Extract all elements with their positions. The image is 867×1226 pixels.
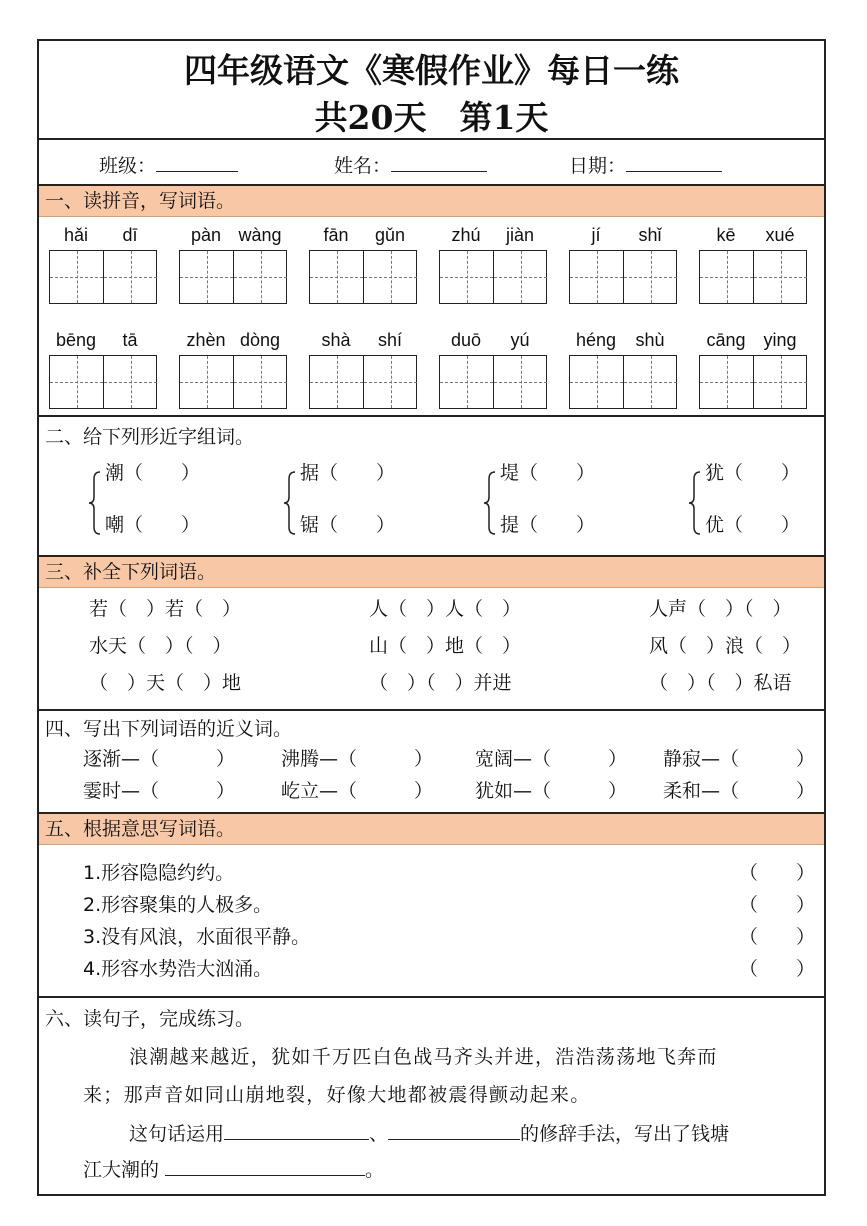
divider [39, 415, 824, 417]
tianzige-boxes [309, 355, 417, 409]
pinyin-syllable: zhèn [186, 330, 226, 350]
class-field [99, 153, 238, 178]
complete-words-group [39, 597, 824, 707]
answer-blank[interactable]: （ ） [739, 926, 816, 948]
tianzige-boxes [569, 355, 677, 409]
pinyin-syllable: shà [321, 330, 351, 350]
meaning-item: 3.没有风浪，水面很平静。 [83, 926, 311, 948]
writing-cell[interactable] [493, 356, 547, 408]
brace-icon [484, 471, 496, 535]
section5-header [39, 814, 824, 845]
writing-cell[interactable] [753, 251, 807, 303]
writing-cell[interactable] [310, 251, 363, 303]
pinyin-syllable: tā [122, 330, 138, 350]
writing-cell[interactable] [180, 356, 233, 408]
char-blank-top[interactable]: 据（ ） [300, 462, 396, 484]
char-blank-top[interactable]: 堤（ ） [500, 462, 596, 484]
answer-blank[interactable] [388, 1121, 520, 1140]
writing-cell[interactable] [180, 251, 233, 303]
char-blank-top[interactable]: 犹（ ） [705, 462, 801, 484]
pinyin-syllable: hǎi [63, 225, 89, 245]
tianzige-boxes [439, 355, 547, 409]
name-field [334, 153, 487, 178]
tianzige-boxes [699, 250, 807, 304]
writing-cell[interactable] [700, 251, 753, 303]
idiom-blank[interactable]: 水天（ ）（ ） [89, 635, 232, 657]
synonyms-group [39, 747, 824, 811]
writing-cell[interactable] [623, 251, 677, 303]
idiom-blank[interactable]: 人（ ）人（ ） [369, 598, 522, 620]
pinyin-syllable: shǐ [638, 225, 662, 245]
question-line-1 [129, 1121, 729, 1146]
section3-header [39, 557, 824, 588]
pinyin-syllable: yú [510, 330, 530, 350]
section3-title: 三、补全下列词语。 [45, 561, 217, 583]
pinyin-syllable: dòng [239, 330, 281, 350]
writing-cell[interactable] [103, 251, 157, 303]
meaning-item: 4.形容水势浩大汹涌。 [83, 958, 273, 980]
tianzige-boxes [49, 250, 157, 304]
date-label: 日期： [569, 155, 627, 177]
pinyin-syllable: gǔn [374, 225, 406, 245]
writing-cell[interactable] [700, 356, 753, 408]
question-text: 、 [369, 1123, 389, 1145]
char-blank-top[interactable]: 潮（ ） [105, 462, 201, 484]
char-blank-bottom[interactable]: 嘲（ ） [105, 514, 201, 536]
passage-line-1: 浪潮越来越近，犹如千万匹白色战马齐头并进，浩浩荡荡地飞奔而 [129, 1046, 718, 1068]
meaning-item: 1.形容隐隐约约。 [83, 862, 235, 884]
tianzige-boxes [569, 250, 677, 304]
synonym-blank[interactable]: 沸腾—（ ） [281, 748, 434, 770]
pinyin-syllable: kē [716, 225, 736, 245]
pinyin-syllable: wàng [238, 225, 282, 245]
writing-cell[interactable] [493, 251, 547, 303]
answer-blank[interactable] [224, 1121, 369, 1140]
question-text: 这句话运用 [129, 1123, 225, 1145]
writing-cell[interactable] [570, 251, 623, 303]
writing-cell[interactable] [233, 356, 287, 408]
idiom-blank[interactable]: 若（ ）若（ ） [89, 598, 242, 620]
idiom-blank[interactable]: （ ）（ ）并进 [369, 672, 512, 694]
answer-blank[interactable]: （ ） [739, 958, 816, 980]
class-blank[interactable] [156, 153, 238, 172]
pinyin-syllable: ying [763, 330, 797, 350]
tianzige-boxes [699, 355, 807, 409]
section6-title: 六、读句子，完成练习。 [45, 1008, 255, 1030]
writing-cell[interactable] [570, 356, 623, 408]
pinyin-syllable: shù [635, 330, 665, 350]
synonym-blank[interactable]: 逐渐—（ ） [83, 748, 236, 770]
page-subtitle: 共20天 第1天 [314, 98, 549, 137]
section4-title: 四、写出下列词语的近义词。 [45, 718, 293, 740]
writing-cell[interactable] [50, 251, 103, 303]
synonym-blank[interactable]: 霎时—（ ） [83, 780, 236, 802]
section1-title: 一、读拼音，写词语。 [45, 190, 236, 212]
pinyin-syllable: xué [765, 225, 795, 245]
question-text: 江大潮的 [83, 1159, 160, 1181]
answer-blank[interactable] [165, 1157, 365, 1176]
writing-cell[interactable] [363, 251, 417, 303]
idiom-blank[interactable]: （ ）天（ ）地 [89, 672, 242, 694]
pinyin-syllable: jí [591, 225, 601, 245]
writing-cell[interactable] [753, 356, 807, 408]
tianzige-boxes [439, 250, 547, 304]
tianzige-boxes [179, 355, 287, 409]
pinyin-syllable: cāng [706, 330, 746, 350]
name-blank[interactable] [391, 153, 487, 172]
worksheet [37, 39, 826, 1196]
writing-cell[interactable] [623, 356, 677, 408]
question-text: 。 [365, 1159, 385, 1181]
pinyin-syllable: bēng [55, 330, 97, 350]
synonym-blank[interactable]: 宽阔—（ ） [475, 748, 628, 770]
writing-cell[interactable] [103, 356, 157, 408]
class-label: 班级： [99, 155, 157, 177]
synonym-blank[interactable]: 犹如—（ ） [475, 780, 628, 802]
writing-cell[interactable] [440, 356, 493, 408]
date-field [569, 153, 722, 178]
writing-cell[interactable] [233, 251, 287, 303]
tianzige-boxes [49, 355, 157, 409]
pinyin-syllable: héng [575, 330, 617, 350]
answer-blank[interactable]: （ ） [739, 862, 816, 884]
passage-line-2: 来；那声音如同山崩地裂，好像大地都被震得颤动起来。 [83, 1084, 591, 1106]
meaning-item: 2.形容聚集的人极多。 [83, 894, 273, 916]
page-title: 四年级语文《寒假作业》每日一练 [184, 51, 679, 90]
pinyin-syllable: pàn [190, 225, 222, 245]
section1-header [39, 186, 824, 217]
char-blank-bottom[interactable]: 锯（ ） [300, 514, 396, 536]
synonym-blank[interactable]: 静寂—（ ） [663, 748, 816, 770]
brace-icon [284, 471, 296, 535]
writing-cell[interactable] [310, 356, 363, 408]
writing-cell[interactable] [363, 356, 417, 408]
pinyin-syllable: duō [450, 330, 482, 350]
similar-chars-group [39, 455, 824, 551]
synonym-blank[interactable]: 柔和—（ ） [663, 780, 816, 802]
tianzige-boxes [309, 250, 417, 304]
pinyin-syllable: shí [377, 330, 402, 350]
name-label: 姓名： [334, 155, 392, 177]
date-blank[interactable] [626, 153, 722, 172]
pinyin-syllable: fān [323, 225, 349, 245]
idiom-blank[interactable]: 风（ ）浪（ ） [649, 635, 802, 657]
divider [39, 709, 824, 711]
pinyin-syllable: jiàn [505, 225, 535, 245]
question-text: 的修辞手法，写出了钱塘 [520, 1123, 730, 1145]
section5-title: 五、根据意思写词语。 [45, 818, 236, 840]
pinyin-row-2 [39, 329, 824, 411]
synonym-blank[interactable]: 屹立—（ ） [281, 780, 434, 802]
answer-blank[interactable]: （ ） [739, 894, 816, 916]
writing-cell[interactable] [50, 356, 103, 408]
char-blank-bottom[interactable]: 提（ ） [500, 514, 596, 536]
pinyin-syllable: zhú [451, 225, 481, 245]
idiom-blank[interactable]: 山（ ）地（ ） [369, 635, 522, 657]
meaning-words-group [39, 861, 824, 991]
idiom-blank[interactable]: （ ）（ ）私语 [649, 672, 792, 694]
idiom-blank[interactable]: 人声（ ）（ ） [649, 598, 792, 620]
divider [39, 996, 824, 998]
pinyin-row-1 [39, 224, 824, 306]
divider [39, 138, 824, 140]
writing-cell[interactable] [440, 251, 493, 303]
brace-icon [689, 471, 701, 535]
pinyin-syllable: dī [122, 225, 138, 245]
tianzige-boxes [179, 250, 287, 304]
question-line-2 [83, 1157, 384, 1182]
brace-icon [89, 471, 101, 535]
char-blank-bottom[interactable]: 优（ ） [705, 514, 801, 536]
section2-title: 二、给下列形近字组词。 [45, 426, 255, 448]
